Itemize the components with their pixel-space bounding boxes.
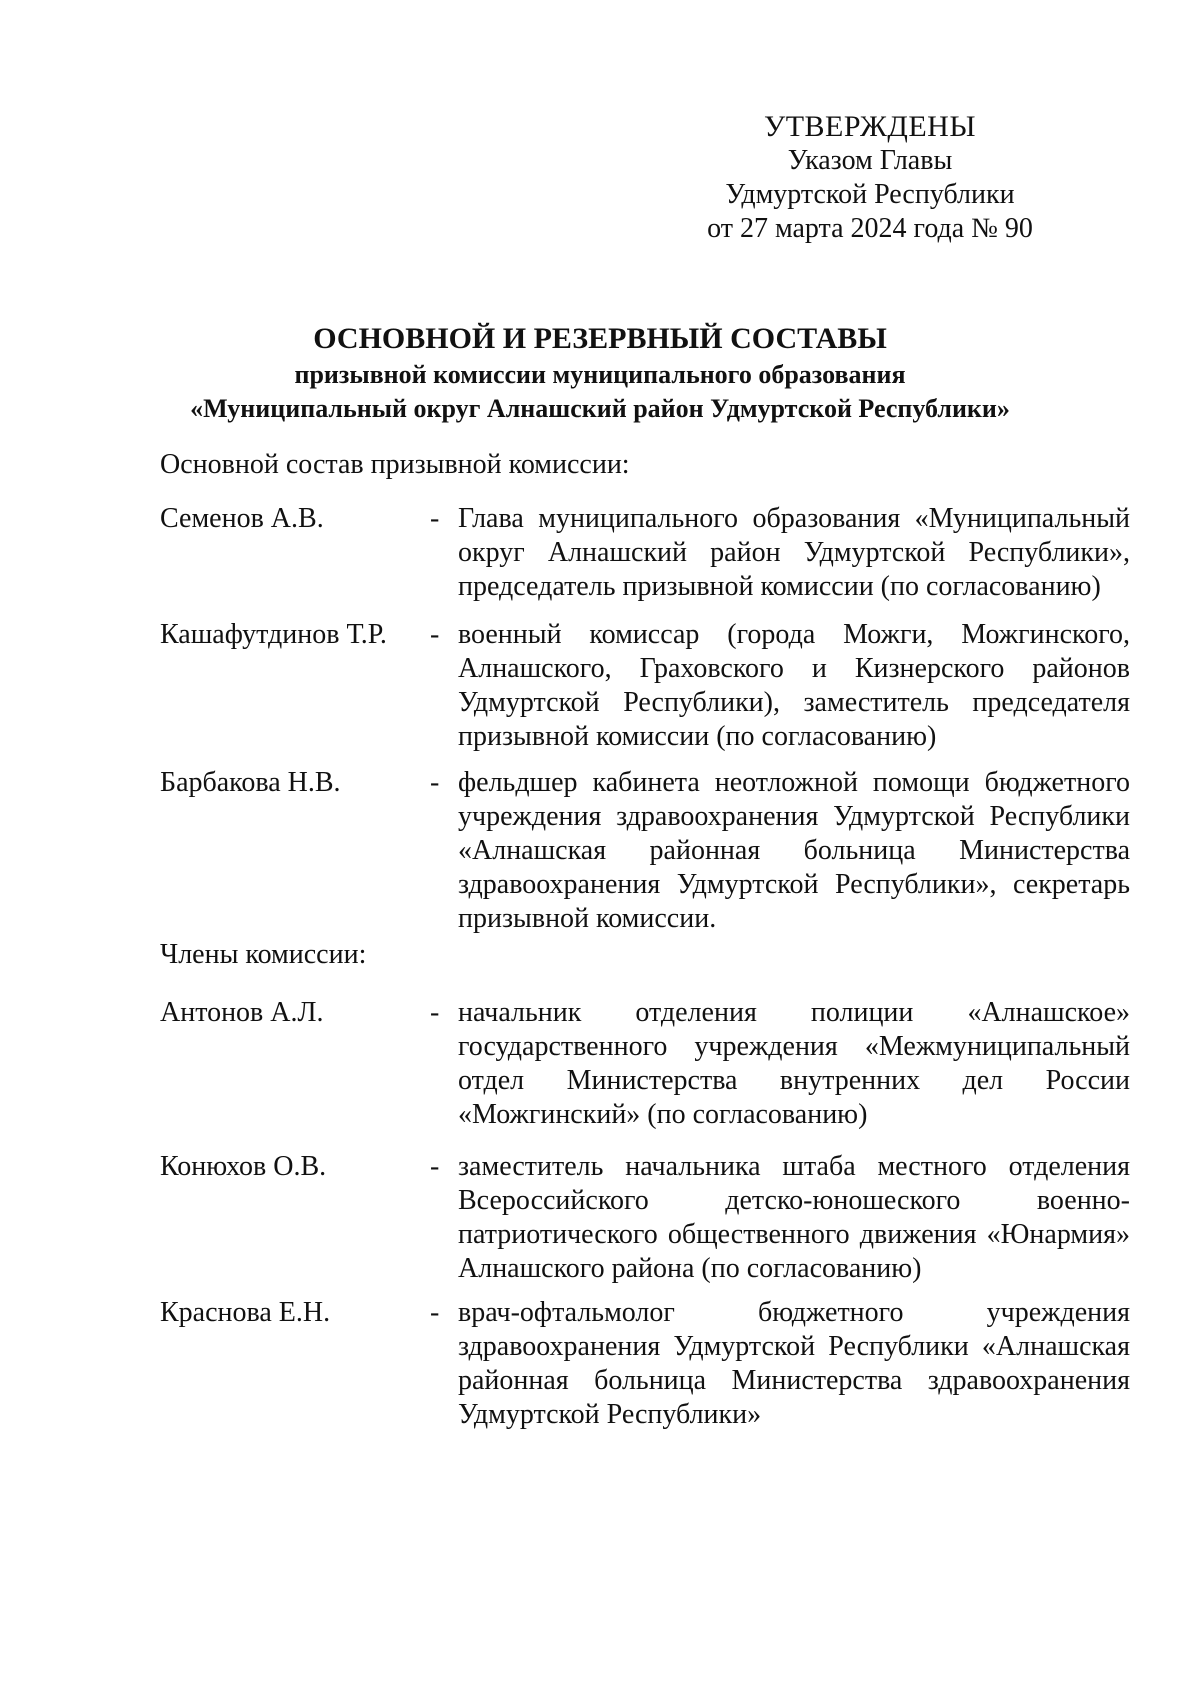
document-title <box>100 320 1100 426</box>
description-line: учреждения здравоохранения Удмуртской Республики <box>458 801 1130 832</box>
description-line: «Алнашская районная больница Министерства <box>458 835 1130 866</box>
description-line: здравоохранения Удмуртской Республики», секретарь <box>458 869 1130 900</box>
description-line: военный комиссар (города Можги, Можгинского, <box>458 619 1130 650</box>
description-line: Удмуртской Республики» <box>458 1399 762 1430</box>
description-line: начальник отделения полиции «Алнашское» <box>458 997 1130 1028</box>
approval-heading: УТВЕРЖДЕНЫ <box>763 110 977 143</box>
title-line-1: ОСНОВНОЙ И РЕЗЕРВНЫЙ СОСТАВЫ <box>313 322 887 355</box>
member-dash: - <box>430 997 440 1028</box>
description-line: Глава муниципального образования «Муниципальный <box>458 503 1130 534</box>
description-line: Всероссийского детско-юношеского военно- <box>458 1185 1130 1216</box>
description-line: районная больница Министерства здравоохранения <box>458 1365 1130 1396</box>
approval-stamp <box>690 110 1050 246</box>
description-line: заместитель начальника штаба местного отделения <box>458 1151 1130 1182</box>
members-section-label: Члены комиссии: <box>160 939 367 970</box>
title-line-2: призывной комиссии муниципального образования <box>294 360 906 389</box>
member-dash: - <box>430 767 440 798</box>
member-dash: - <box>430 1151 440 1182</box>
description-line: Алнашского района (по согласованию) <box>458 1253 922 1284</box>
member-dash: - <box>430 503 440 534</box>
description-line: округ Алнашский район Удмуртской Республики», <box>458 537 1130 568</box>
member-description <box>458 996 1130 1132</box>
description-line: патриотического общественного движения «Юнармия» <box>458 1219 1130 1250</box>
member-description <box>458 766 1130 936</box>
description-line: отдел Министерства внутренних дел России <box>458 1065 1130 1096</box>
member-description <box>458 1296 1130 1432</box>
description-line: призывной комиссии. <box>458 903 717 934</box>
description-line: призывной комиссии (по согласованию) <box>458 721 937 752</box>
description-line: врач-офтальмолог бюджетного учреждения <box>458 1297 1130 1328</box>
member-name: Барбакова Н.В. <box>160 767 341 798</box>
description-line: Удмуртской Республики), заместитель председателя <box>458 687 1130 718</box>
title-line-3: «Муниципальный округ Алнашский район Удмуртской Республики» <box>190 394 1010 423</box>
member-name: Семенов А.В. <box>160 503 324 534</box>
description-line: здравоохранения Удмуртской Республики «Алнашская <box>458 1331 1130 1362</box>
description-line: государственного учреждения «Межмуниципальный <box>458 1031 1130 1062</box>
main-section-label: Основной состав призывной комиссии: <box>160 449 630 480</box>
description-line: Алнашского, Граховского и Кизнерского районов <box>458 653 1130 684</box>
description-line: «Можгинский» (по согласованию) <box>458 1099 868 1130</box>
member-name: Антонов А.Л. <box>160 997 324 1028</box>
member-description <box>458 1150 1130 1286</box>
approval-authority: Удмуртской Республики <box>725 179 1015 210</box>
description-line: фельдшер кабинета неотложной помощи бюджетного <box>458 767 1130 798</box>
approval-decree: Указом Главы <box>787 145 953 176</box>
member-description <box>458 502 1130 604</box>
member-dash: - <box>430 1297 440 1328</box>
member-dash: - <box>430 619 440 650</box>
member-name: Кашафутдинов Т.Р. <box>160 619 387 650</box>
member-description <box>458 618 1130 754</box>
member-name: Краснова Е.Н. <box>160 1297 331 1328</box>
description-line: председатель призывной комиссии (по согласованию) <box>458 571 1101 602</box>
approval-date: от 27 марта 2024 года № 90 <box>707 213 1033 244</box>
member-name: Конюхов О.В. <box>160 1151 327 1182</box>
